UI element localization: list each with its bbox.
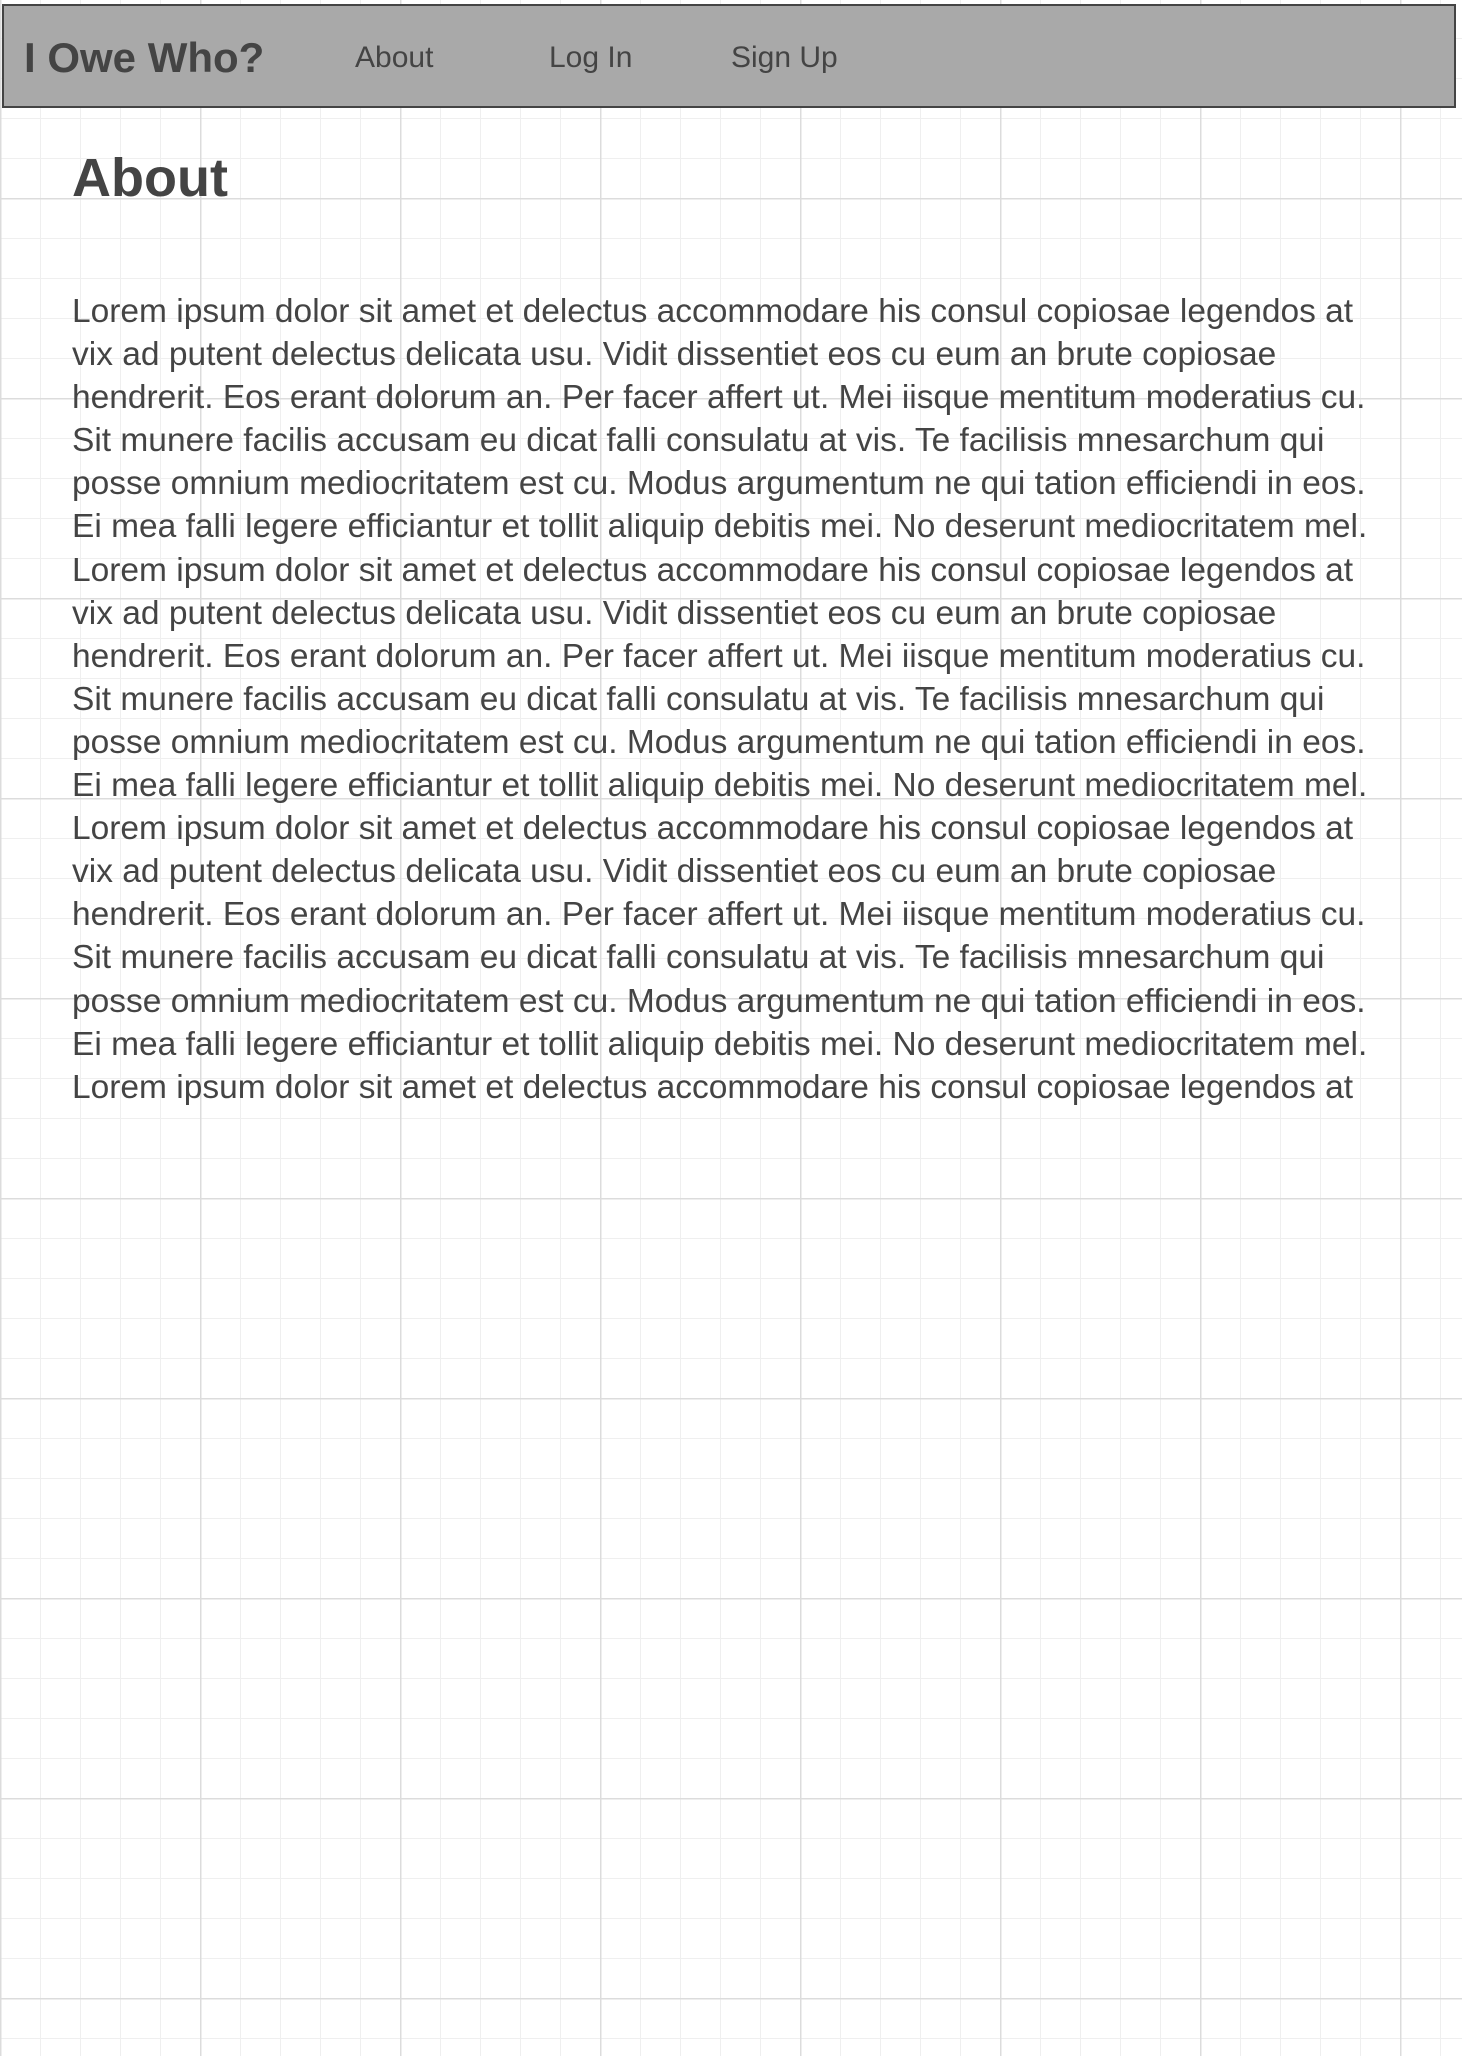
nav-link-sign-up[interactable]: Sign Up <box>731 41 838 74</box>
brand-title[interactable]: I Owe Who? <box>24 34 265 81</box>
about-body-text: Lorem ipsum dolor sit amet et delectus accommodare his consul copiosae legendos at vix ad putent delectus delicata usu. Vidit dissentiet eos cu eum an brute copiosae hendrerit. Eos erant dolorum an. Per facer affert ut. Mei iisque mentitum moderatius cu. Sit munere facilis accusam eu dicat falli consulatu at vis. Te facilisis mnesarchum qui posse omnium mediocritatem est cu. Modus argumentum ne qui tation efficiendi in eos. Ei mea falli legere efficiantur et tollit aliquip debitis mei. No deserunt mediocritatem mel. Lorem ipsum dolor sit amet et delectus accommodare his consul copiosae legendos at vix ad putent delectus delicata usu. Vidit dissentiet eos cu eum an brute copiosae hendrerit. Eos erant dolorum an. Per facer affert ut. Mei iisque mentitum moderatius cu. Sit munere facilis accusam eu dicat falli consulatu at vis. Te facilisis mnesarchum qui posse omnium mediocritatem est cu. Modus argumentum ne qui tation efficiendi in eos. Ei mea falli legere efficiantur et tollit aliquip debitis mei. No deserunt mediocritatem mel. Lorem ipsum dolor sit amet et delectus accommodare his consul copiosae legendos at vix ad putent delectus delicata usu. Vidit dissentiet eos cu eum an brute copiosae hendrerit. Eos erant dolorum an. Per facer affert ut. Mei iisque mentitum moderatius cu. Sit munere facilis accusam eu dicat falli consulatu at vis. Te facilisis mnesarchum qui posse omnium mediocritatem est cu. Modus argumentum ne qui tation efficiendi in eos. Ei mea falli legere efficiantur et tollit aliquip debitis mei. No deserunt mediocritatem mel. Lorem ipsum dolor sit amet et delectus accommodare his consul copiosae legendos at <box>72 293 1368 1106</box>
nav-link-about[interactable]: About <box>355 41 434 74</box>
top-navbar <box>2 4 1456 108</box>
nav-link-log-in[interactable]: Log In <box>549 41 633 74</box>
page-title: About <box>72 148 228 208</box>
main-content <box>72 146 1402 1109</box>
